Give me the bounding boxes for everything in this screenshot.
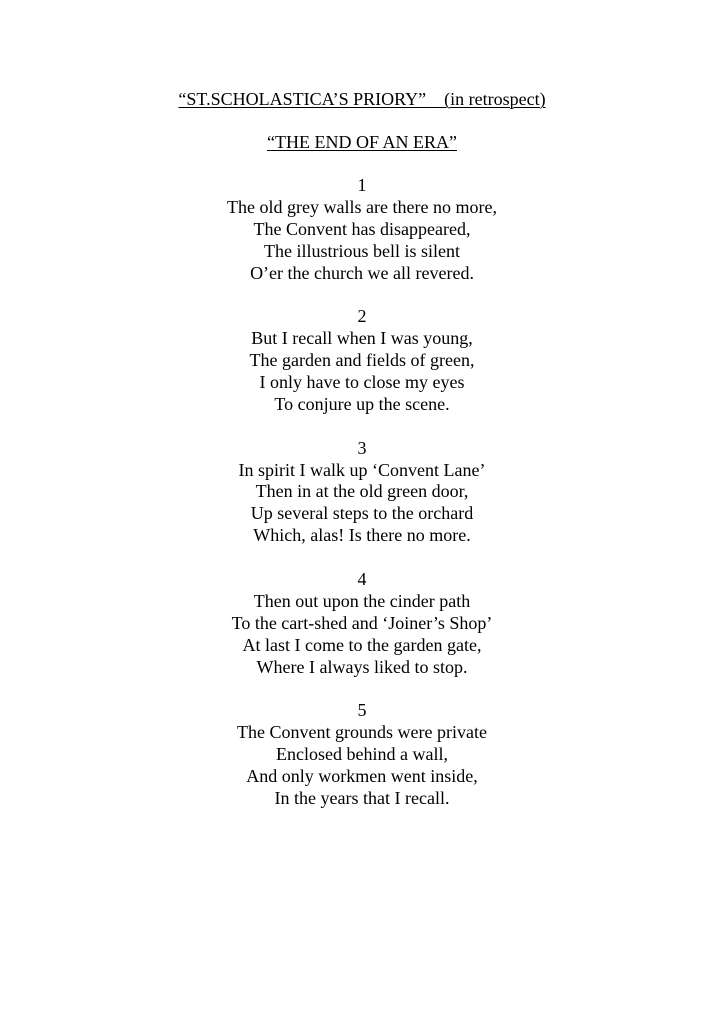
poem-line: In the years that I recall.	[274, 787, 450, 808]
document-title	[0, 88, 724, 110]
poem-line: The old grey walls are there no more,	[227, 196, 497, 217]
poem-line: The illustrious bell is silent	[264, 240, 460, 261]
title-note: (in retrospect)	[444, 89, 546, 109]
poem-line: Up several steps to the orchard	[250, 503, 474, 524]
poem-line: Enclosed behind a wall,	[276, 744, 448, 765]
poem-line: The Convent has disappeared,	[253, 218, 471, 239]
poem-line: I only have to close my eyes	[259, 372, 465, 393]
poem-line: The garden and fields of green,	[249, 350, 475, 371]
stanza-number: 4	[357, 569, 367, 590]
poem-line: But I recall when I was young,	[251, 328, 473, 349]
poem-line: And only workmen went inside,	[246, 766, 478, 787]
title-gap	[426, 89, 444, 109]
stanza	[0, 306, 724, 415]
stanza-number: 3	[357, 437, 367, 458]
poem-line: Then in at the old green door,	[255, 481, 469, 502]
poem-line: The Convent grounds were private	[237, 722, 487, 743]
poem-line: Where I always liked to stop.	[256, 656, 468, 677]
poem-line: At last I come to the garden gate,	[242, 634, 482, 655]
stanza	[0, 175, 724, 284]
poem-line: In spirit I walk up ‘Convent Lane’	[238, 459, 486, 480]
poem-line: To conjure up the scene.	[274, 393, 450, 414]
poem-line: To the cart-shed and ‘Joiner’s Shop’	[231, 612, 493, 633]
stanza-number: 1	[357, 175, 367, 195]
subtitle-text: “THE END OF AN ERA”	[267, 132, 457, 152]
title-text: “ST.SCHOLASTICA’S PRIORY”	[178, 89, 427, 109]
stanza	[0, 438, 724, 547]
poem-line: Which, alas! Is there no more.	[253, 525, 471, 546]
stanza-number: 2	[357, 306, 367, 327]
stanza	[0, 700, 724, 809]
poem-body	[0, 175, 724, 832]
document-subtitle	[0, 131, 724, 153]
poem-line: O’er the church we all revered.	[250, 262, 474, 283]
stanza-number: 5	[357, 700, 367, 721]
poem-line: Then out upon the cinder path	[253, 590, 471, 611]
stanza	[0, 569, 724, 678]
